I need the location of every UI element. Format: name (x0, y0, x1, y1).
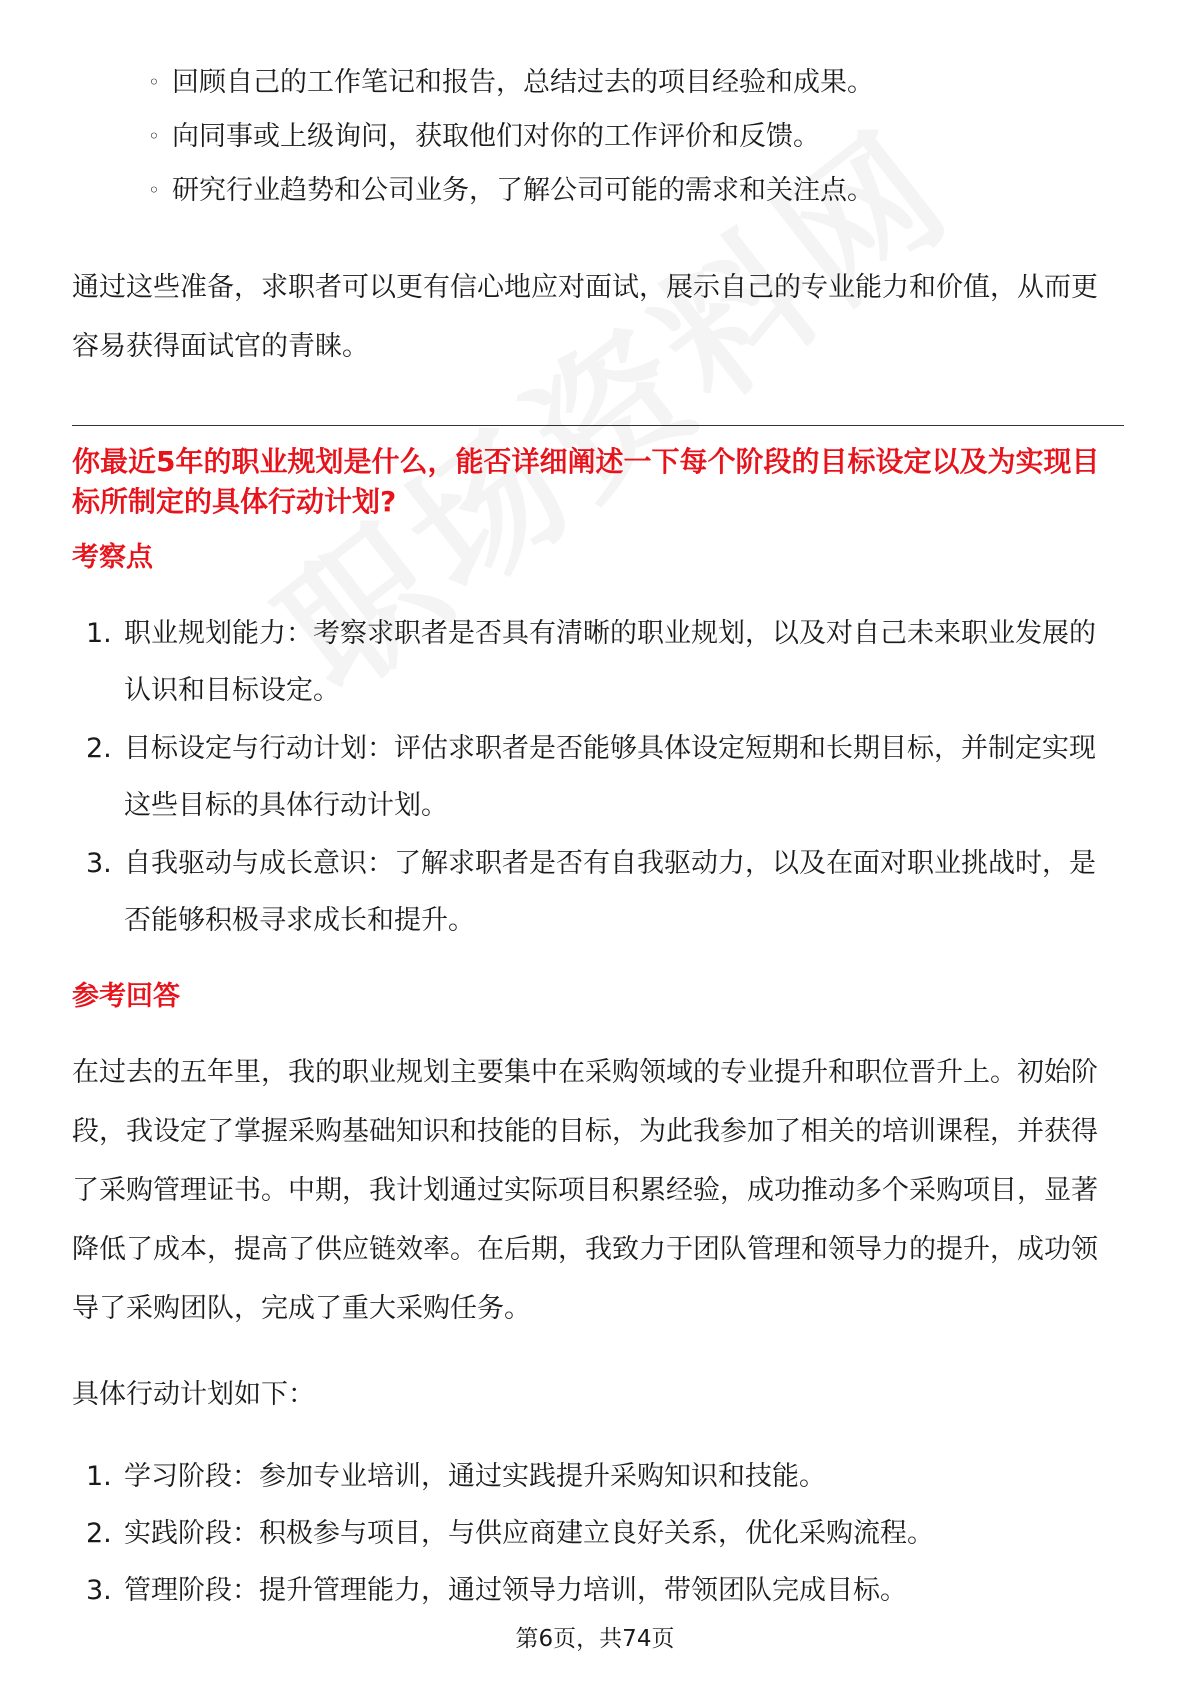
assessment-item (72, 835, 1122, 949)
closing-paragraph: 通过这些准备，求职者可以更有信心地应对面试，展示自己的专业能力和价值，从而更容易获得面试官的青睐。 (72, 272, 1098, 362)
bullet-item (148, 116, 820, 157)
bullet-text: 研究行业趋势和公司业务，了解公司可能的需求和关注点。 (172, 175, 874, 206)
plan-item (72, 1562, 1122, 1619)
item-text: 管理阶段：提升管理能力，通过领导力培训，带领团队完成目标。 (124, 1575, 907, 1606)
bullet-marker: ◦ (148, 70, 160, 94)
plan-item (72, 1505, 1122, 1562)
item-number: 2. (86, 733, 112, 764)
plan-intro: 具体行动计划如下： (72, 1379, 315, 1410)
assessment-title: 考察点 (72, 542, 153, 573)
item-text: 职业规划能力：考察求职者是否具有清晰的职业规划，以及对自己未来职业发展的认识和目标设定。 (124, 618, 1096, 706)
bullet-text: 回顾自己的工作笔记和报告，总结过去的项目经验和成果。 (172, 67, 874, 98)
page-footer: 第6页，共74页 (515, 1626, 675, 1652)
item-number: 1. (86, 1461, 112, 1492)
bullet-text: 向同事或上级询问，获取他们对你的工作评价和反馈。 (172, 121, 820, 152)
assessment-item (72, 720, 1122, 834)
reference-title: 参考回答 (72, 981, 180, 1012)
assessment-item (72, 605, 1122, 719)
item-text: 自我驱动与成长意识：了解求职者是否有自我驱动力，以及在面对职业挑战时，是否能够积极寻求成长和提升。 (124, 848, 1096, 936)
bullet-marker: ◦ (148, 178, 160, 202)
item-text: 目标设定与行动计划：评估求职者是否能够具体设定短期和长期目标，并制定实现这些目标的具体行动计划。 (124, 733, 1096, 821)
section-divider (72, 425, 1124, 426)
bullet-marker: ◦ (148, 124, 160, 148)
item-number: 3. (86, 1575, 112, 1606)
bullet-item (148, 62, 874, 103)
reference-answer: 在过去的五年里，我的职业规划主要集中在采购领域的专业提升和职位晋升上。初始阶段，我设定了掌握采购基础知识和技能的目标，为此我参加了相关的培训课程，并获得了采购管理证书。中期，我计划通过实际项目积累经验，成功推动多个采购项目，显著降低了成本，提高了供应链效率。在后期，我致力于团队管理和领导力的提升，成功领导了采购团队，完成了重大采购任务。 (72, 1057, 1098, 1324)
question-heading: 你最近5年的职业规划是什么，能否详细阐述一下每个阶段的目标设定以及为实现目标所制定的具体行动计划? (72, 445, 1100, 518)
plan-item (72, 1448, 1122, 1505)
item-number: 2. (86, 1518, 112, 1549)
item-text: 学习阶段：参加专业培训，通过实践提升采购知识和技能。 (124, 1461, 826, 1492)
item-number: 1. (86, 618, 112, 649)
item-text: 实践阶段：积极参与项目，与供应商建立良好关系，优化采购流程。 (124, 1518, 934, 1549)
bullet-item (148, 170, 874, 211)
item-number: 3. (86, 848, 112, 879)
